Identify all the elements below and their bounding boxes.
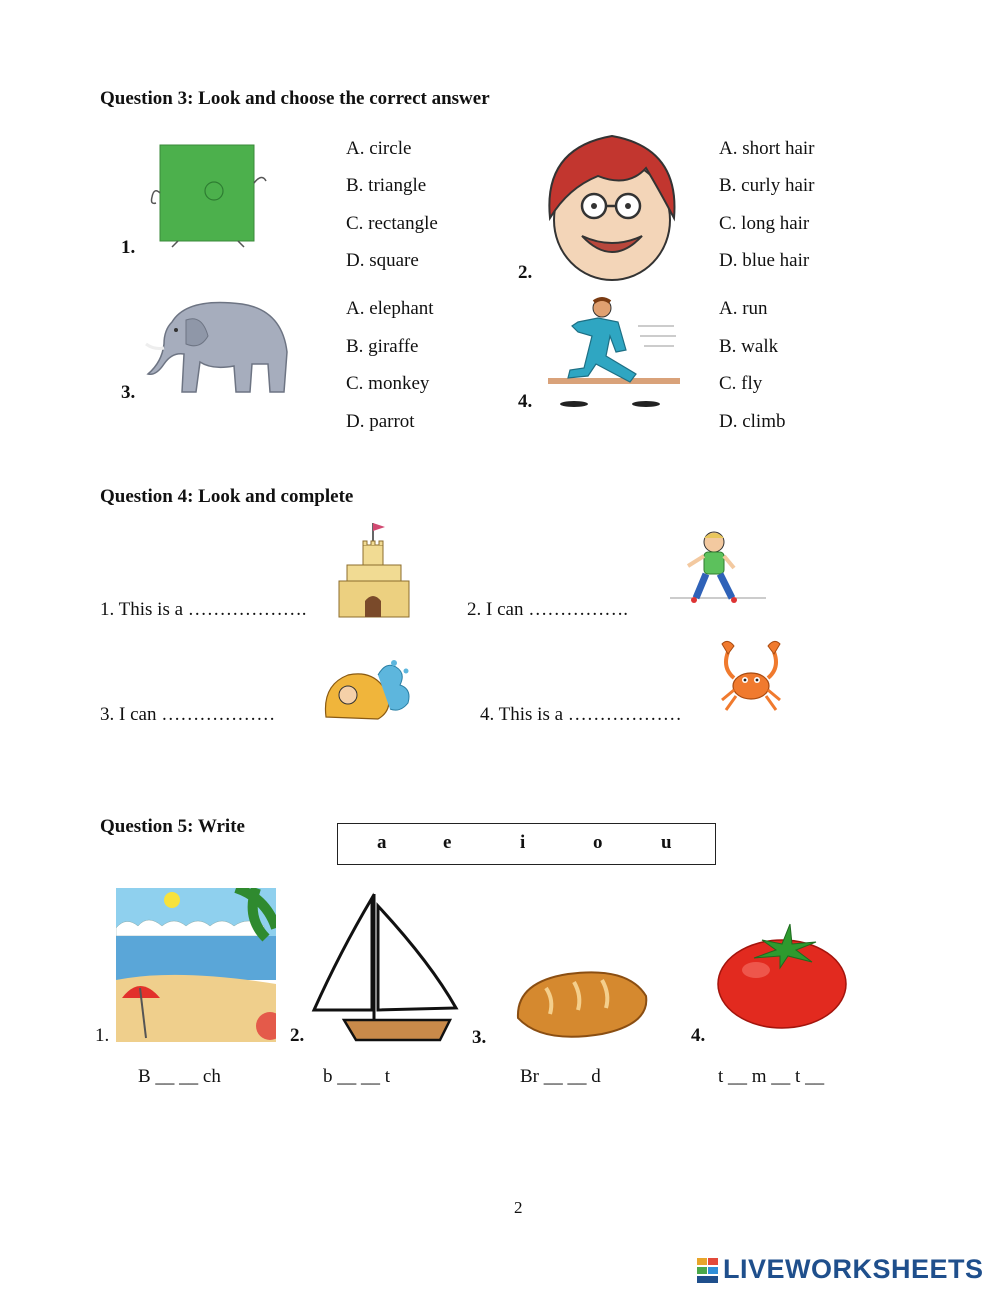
q3-item-4-option-c[interactable]: C. fly [719, 373, 763, 394]
q3-item-3-number: 3. [121, 382, 136, 403]
elephant-icon [142, 292, 292, 404]
q3-item-2-option-d[interactable]: D. blue hair [719, 250, 810, 271]
q5-item-2-number: 2. [290, 1025, 305, 1046]
tomato-icon [716, 922, 850, 1032]
q4-item-2-text[interactable]: 2. I can ……………. [467, 599, 628, 620]
vowel-box [337, 823, 716, 865]
question-4-heading: Question 4: Look and complete [100, 486, 354, 507]
bread-icon [512, 962, 652, 1044]
walking-boy-icon [670, 528, 766, 614]
swimmer-icon [318, 655, 416, 721]
vowel-o: o [593, 832, 603, 853]
q5-item-3-word[interactable]: Br __ __ d [520, 1066, 601, 1087]
question-5-heading: Question 5: Write [100, 816, 245, 837]
q5-item-1-number: 1. [95, 1025, 110, 1046]
brand-name: LIVEWORKSHEETS [723, 1254, 984, 1284]
q5-item-4-word[interactable]: t __ m __ t __ [718, 1066, 825, 1087]
vowel-u: u [661, 832, 672, 853]
q3-item-2-option-a[interactable]: A. short hair [719, 138, 815, 159]
q5-item-2-word[interactable]: b __ __ t [323, 1066, 391, 1087]
square-shape-icon [148, 143, 268, 248]
q3-item-1-option-b[interactable]: B. triangle [346, 175, 427, 196]
q5-item-3-number: 3. [472, 1027, 487, 1048]
crab-icon [716, 638, 786, 718]
q5-item-1-word[interactable]: B __ __ ch [138, 1066, 221, 1087]
q3-item-4-option-d[interactable]: D. climb [719, 411, 786, 432]
q3-item-3-option-d[interactable]: D. parrot [346, 411, 415, 432]
boat-icon [310, 892, 460, 1042]
sandcastle-icon [333, 519, 415, 619]
q4-item-4-text[interactable]: 4. This is a ……………… [480, 704, 682, 725]
q3-item-3-option-c[interactable]: C. monkey [346, 373, 430, 394]
q4-item-3-text[interactable]: 3. I can ……………… [100, 704, 276, 725]
q3-item-3-option-b[interactable]: B. giraffe [346, 336, 419, 357]
q3-item-4-option-a[interactable]: A. run [719, 298, 768, 319]
q3-item-4-number: 4. [518, 391, 533, 412]
vowel-i: i [520, 832, 526, 853]
running-man-icon [548, 296, 680, 408]
page-number: 2 [514, 1198, 523, 1217]
q3-item-1-option-d[interactable]: D. square [346, 250, 419, 271]
vowel-a: a [377, 832, 387, 853]
q3-item-1-option-c[interactable]: C. rectangle [346, 213, 438, 234]
beach-icon [116, 888, 276, 1042]
q3-item-2-option-c[interactable]: C. long hair [719, 213, 810, 234]
q3-item-1-option-a[interactable]: A. circle [346, 138, 412, 159]
q3-item-2-option-b[interactable]: B. curly hair [719, 175, 815, 196]
q3-item-4-option-b[interactable]: B. walk [719, 336, 779, 357]
q4-item-1-text[interactable]: 1. This is a ………………. [100, 599, 307, 620]
question-3-heading: Question 3: Look and choose the correct answer [100, 88, 490, 109]
vowel-e: e [443, 832, 452, 853]
q3-item-1-number: 1. [121, 237, 136, 258]
q3-item-2-number: 2. [518, 262, 533, 283]
boy-face-icon [538, 128, 686, 283]
liveworksheets-icon [697, 1258, 719, 1284]
q3-item-3-option-a[interactable]: A. elephant [346, 298, 434, 319]
liveworksheets-logo [697, 1256, 993, 1286]
q5-item-4-number: 4. [691, 1025, 706, 1046]
